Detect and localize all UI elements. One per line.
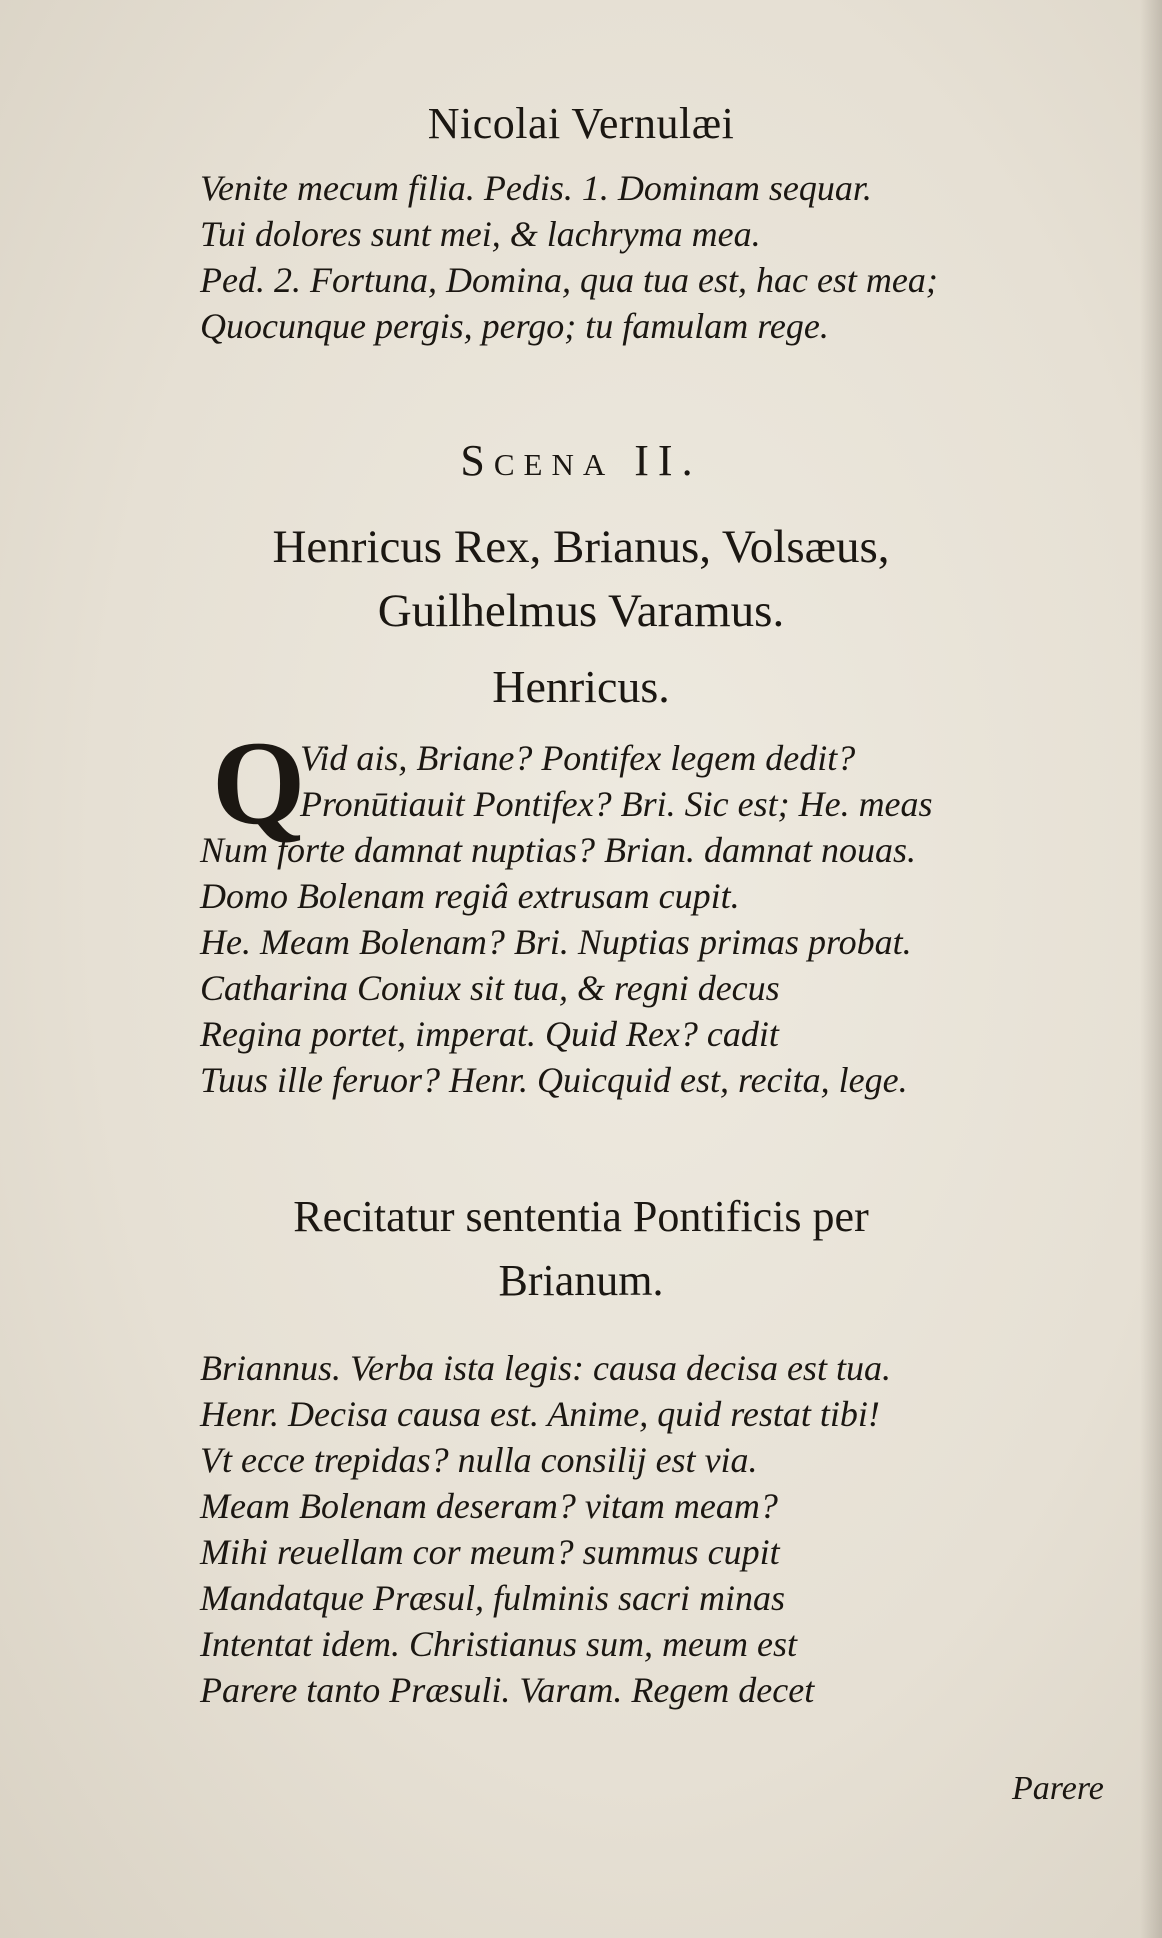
verse-line: Ped. 2. Fortuna, Domina, qua tua est, hac est mea; xyxy=(200,260,938,300)
running-head: Nicolai Vernulæi xyxy=(427,99,735,148)
drop-cap: Q xyxy=(212,716,306,849)
verse-line: Mandatque Præsul, fulminis sacri minas xyxy=(200,1578,786,1618)
top-verse-block xyxy=(200,165,1130,349)
page-edge-shadow xyxy=(1140,0,1162,1938)
rubric-heading xyxy=(0,1185,1162,1313)
rubric-line: Brianum. xyxy=(498,1256,664,1305)
verse-line: Henr. Decisa causa est. Anime, quid restat tibi! xyxy=(200,1394,880,1434)
verse-line: He. Meam Bolenam? Bri. Nuptias primas probat. xyxy=(200,922,912,962)
verse-line: Vt ecce trepidas? nulla consilij est via. xyxy=(200,1440,758,1480)
verse-line: Quocunque pergis, pergo; tu famulam rege. xyxy=(200,306,829,346)
persons-line: Henricus Rex, Brianus, Volsæus, xyxy=(272,521,890,573)
dialogue-block xyxy=(200,735,1130,1103)
verse-line: Parere tanto Præsuli. Varam. Regem decet xyxy=(200,1670,815,1710)
verse-line: Pronūtiauit Pontifex? Bri. Sic est; He. meas xyxy=(300,784,933,824)
verse-line: Briannus. Verba ista legis: causa decisa est tua. xyxy=(200,1348,891,1388)
dramatis-personae xyxy=(0,515,1162,643)
verse-line: Num forte damnat nuptias? Brian. damnat nouas. xyxy=(200,830,917,870)
verse-line: Intentat idem. Christianus sum, meum est xyxy=(200,1624,797,1664)
verse-line: Regina portet, imperat. Quid Rex? cadit xyxy=(200,1014,779,1054)
persons-line: Guilhelmus Varamus. xyxy=(377,585,785,637)
verse-line: Catharina Coniux sit tua, & regni decus xyxy=(200,968,780,1008)
scene-title: Scena II. xyxy=(460,436,702,485)
verse-line: Venite mecum filia. Pedis. 1. Dominam sequar. xyxy=(200,168,872,208)
verse-line: Mihi reuellam cor meum? summus cupit xyxy=(200,1532,780,1572)
verse-line: Tuus ille feruor? Henr. Quicquid est, recita, lege. xyxy=(200,1060,908,1100)
verse-line: Tui dolores sunt mei, & lachryma mea. xyxy=(200,214,761,254)
lower-verse-block xyxy=(200,1345,1130,1713)
catchword: Parere xyxy=(1012,1770,1104,1807)
rubric-line: Recitatur sententia Pontificis per xyxy=(293,1192,869,1241)
verse-line: Meam Bolenam deseram? vitam meam? xyxy=(200,1486,778,1526)
speaker-heading: Henricus. xyxy=(492,661,670,712)
verse-line: Vid ais, Briane? Pontifex legem dedit? xyxy=(300,738,856,778)
verse-line: Domo Bolenam regiâ extrusam cupit. xyxy=(200,876,740,916)
